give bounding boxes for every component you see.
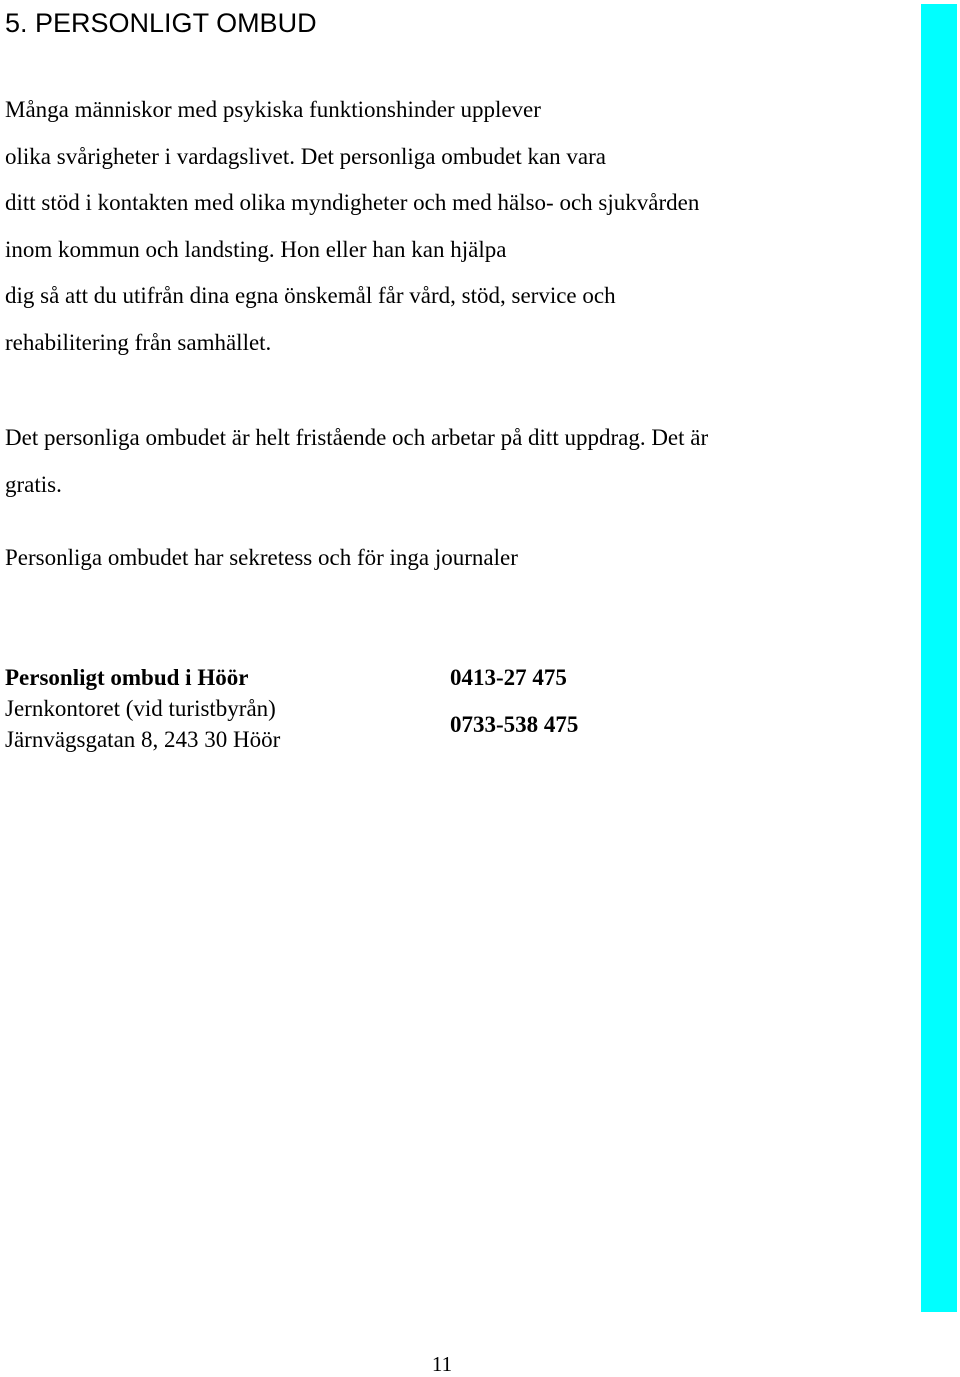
paragraph-line: rehabilitering från samhället.	[5, 329, 272, 355]
paragraph-line: gratis.	[5, 471, 62, 497]
paragraph-line: olika svårigheter i vardagslivet. Det personliga ombudet kan vara	[5, 143, 606, 169]
intro-paragraph	[5, 87, 699, 366]
confidentiality-paragraph	[5, 535, 518, 582]
independence-paragraph	[5, 415, 708, 508]
contact-address-line: Jernkontoret (vid turistbyrån)	[5, 696, 276, 721]
page-number: 11	[431, 1352, 453, 1376]
contact-phone-2: 0733-538 475	[450, 712, 579, 737]
paragraph-line: Personliga ombudet har sekretess och för inga journaler	[5, 545, 518, 570]
contact-organization: Personligt ombud i Höör	[5, 665, 249, 690]
contact-phone-1: 0413-27 475	[450, 665, 567, 690]
cyan-side-bar	[921, 4, 957, 1312]
section-heading: 5. PERSONLIGT OMBUD	[5, 8, 317, 38]
paragraph-line: inom kommun och landsting. Hon eller han kan hjälpa	[5, 236, 507, 262]
paragraph-line: dig så att du utifrån dina egna önskemål får vård, stöd, service och	[5, 283, 616, 308]
contact-address-block	[5, 662, 280, 755]
contact-address-line: Järnvägsgatan 8, 243 30 Höör	[5, 727, 281, 752]
paragraph-line: Många människor med psykiska funktionshinder upplever	[5, 97, 541, 122]
paragraph-line: Det personliga ombudet är helt fristående och arbetar på ditt uppdrag. Det är	[5, 425, 709, 450]
paragraph-line: ditt stöd i kontakten med olika myndigheter och med hälso- och sjukvården	[5, 190, 700, 215]
